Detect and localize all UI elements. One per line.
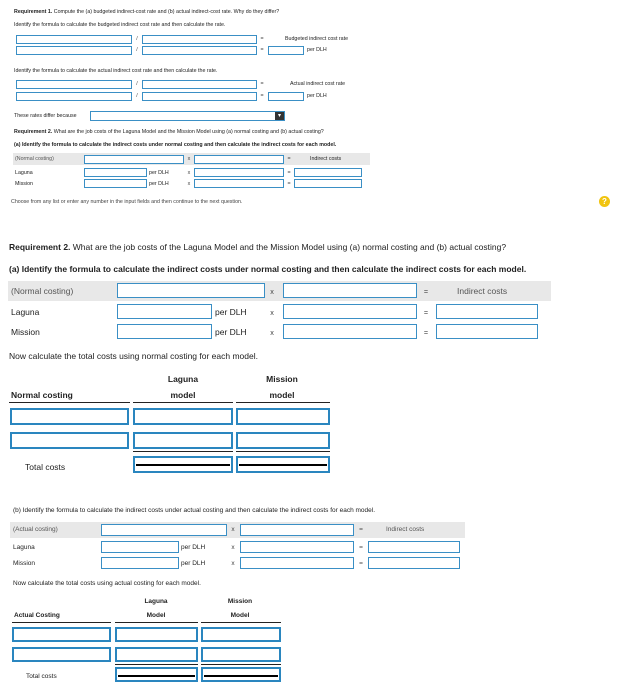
- partb-laguna-label: Laguna: [13, 544, 35, 551]
- per-dlh-label: per DLH: [149, 170, 169, 176]
- col-laguna-header: Laguna: [167, 374, 199, 384]
- budgeted-rate-label: Budgeted indirect cost rate: [285, 36, 349, 42]
- mini-laguna-rate-input[interactable]: [84, 168, 147, 177]
- equals-sign: =: [260, 81, 264, 87]
- normal-costing-label: (Normal costing): [11, 286, 74, 296]
- times-sign: x: [231, 560, 235, 567]
- partb-laguna-rate-input[interactable]: [101, 541, 179, 553]
- normal-cost-row1-label-input[interactable]: [10, 408, 129, 425]
- equals-sign: =: [423, 308, 429, 317]
- budgeted-numerator-label-input[interactable]: [16, 35, 132, 44]
- times-sign: x: [187, 170, 191, 176]
- mini-mission-label: Mission: [15, 181, 33, 187]
- req1-title: [14, 9, 279, 15]
- double-underline: [118, 675, 195, 677]
- equals-sign: =: [423, 287, 429, 296]
- subtotal-line: [236, 451, 330, 452]
- normal-costing-header: Normal costing: [11, 390, 73, 400]
- actual-cost-row1-laguna-input[interactable]: [115, 627, 198, 642]
- partb-col-laguna-model: Model: [146, 612, 166, 619]
- normal-total-instruction: Now calculate the total costs using normal costing for each model.: [9, 351, 258, 361]
- divide-sign: /: [136, 81, 138, 87]
- laguna-indirect-input[interactable]: [436, 304, 538, 319]
- mini-req2-title-bold: Requirement 2.: [14, 129, 53, 135]
- per-dlh-label: per DLH: [215, 307, 247, 317]
- mission-rate-input[interactable]: [117, 324, 212, 339]
- times-sign: x: [270, 308, 274, 317]
- per-dlh-label: per DLH: [307, 47, 327, 53]
- mini-mission-rate-input[interactable]: [84, 179, 147, 188]
- partb-col-mission-model: Model: [230, 612, 250, 619]
- actual-cost-row1-label-input[interactable]: [12, 627, 111, 642]
- equals-sign: =: [287, 181, 291, 187]
- double-underline: [136, 464, 230, 466]
- partb-instruction: (b) Identify the formula to calculate the indirect costs under actual costing and then calculate the indirect costs for each model.: [13, 507, 376, 514]
- actual-rate-label: Actual indirect cost rate: [290, 81, 346, 87]
- per-dlh-label: per DLH: [215, 327, 247, 337]
- req1-title-rest: Compute the (a) budgeted indirect-cost rate and (b) actual indirect-cost rate. Why do they differ?: [53, 9, 280, 15]
- budgeted-denominator-input[interactable]: [142, 46, 257, 55]
- normal-cost-row2-mission-input[interactable]: [236, 432, 330, 449]
- mini-normal-formula-left-input[interactable]: [84, 155, 184, 164]
- mini-req2-title: [14, 129, 324, 135]
- equals-sign: =: [260, 93, 264, 99]
- mission-hours-input[interactable]: [283, 324, 417, 339]
- equals-sign: =: [359, 544, 363, 551]
- budgeted-denominator-label-input[interactable]: [142, 35, 257, 44]
- mission-label: Mission: [11, 327, 40, 337]
- per-dlh-label: per DLH: [307, 93, 327, 99]
- partb-mission-rate-input[interactable]: [101, 557, 179, 569]
- per-dlh-label: per DLH: [181, 544, 206, 551]
- subtotal-line: [201, 664, 281, 665]
- normal-cost-row1-laguna-input[interactable]: [133, 408, 233, 425]
- header-underline: [115, 622, 198, 623]
- actual-cost-row2-mission-input[interactable]: [201, 647, 281, 662]
- per-dlh-label: per DLH: [149, 181, 169, 187]
- normal-cost-row2-laguna-input[interactable]: [133, 432, 233, 449]
- per-dlh-label: per DLH: [181, 560, 206, 567]
- choose-note: Choose from any list or enter any number in the input fields and then continue to the next question.: [11, 199, 243, 205]
- partb-mission-label: Mission: [13, 560, 36, 567]
- mini-laguna-indirect-input[interactable]: [294, 168, 362, 177]
- indirect-costs-label: Indirect costs: [457, 286, 508, 296]
- mini-normal-formula-right-input[interactable]: [194, 155, 284, 164]
- equals-sign: =: [423, 328, 429, 337]
- divide-sign: /: [136, 36, 138, 42]
- divide-sign: /: [136, 47, 138, 53]
- partb-laguna-indirect-input[interactable]: [368, 541, 460, 553]
- help-icon[interactable]: ?: [599, 196, 610, 207]
- header-underline: [201, 622, 281, 623]
- times-sign: x: [187, 181, 191, 187]
- times-sign: x: [187, 156, 191, 162]
- partb-col-mission-header: Mission: [227, 598, 253, 605]
- req1-title-bold: Requirement 1.: [14, 9, 53, 15]
- partb-col-laguna-header: Laguna: [144, 598, 168, 605]
- header-underline: [236, 402, 330, 403]
- req2-title-rest: What are the job costs of the Laguna Model and the Mission Model using (a) normal costing and (b) actual costing?: [72, 242, 507, 252]
- partb-mission-hours-input[interactable]: [240, 557, 354, 569]
- req2-title-bold: Requirement 2.: [9, 242, 71, 252]
- actual-denominator-label-input[interactable]: [142, 80, 257, 89]
- mission-indirect-input[interactable]: [436, 324, 538, 339]
- partb-mission-indirect-input[interactable]: [368, 557, 460, 569]
- subtotal-line: [133, 451, 233, 452]
- mini-mission-indirect-input[interactable]: [294, 179, 362, 188]
- col-mission-model: model: [269, 390, 295, 400]
- col-laguna-model: model: [170, 390, 196, 400]
- normal-cost-row1-mission-input[interactable]: [236, 408, 330, 425]
- partb-laguna-hours-input[interactable]: [240, 541, 354, 553]
- times-sign: x: [270, 287, 274, 296]
- laguna-label: Laguna: [11, 307, 40, 317]
- divide-sign: /: [136, 93, 138, 99]
- rates-differ-label: These rates differ because: [14, 113, 77, 119]
- req2-part-a: (a) Identify the formula to calculate the indirect costs under normal costing and then calculate the indirect costs for each model.: [9, 264, 527, 274]
- double-underline: [204, 675, 278, 677]
- times-sign: x: [231, 526, 235, 533]
- chevron-down-icon[interactable]: ▾: [275, 112, 284, 120]
- equals-sign: =: [359, 526, 363, 533]
- laguna-hours-input[interactable]: [283, 304, 417, 319]
- actual-costing-header: Actual Costing: [14, 612, 60, 619]
- actual-formula-left-input[interactable]: [101, 524, 227, 536]
- budgeted-instruction: Identify the formula to calculate the budgeted indirect cost rate and then calculate the rate.: [14, 22, 226, 28]
- header-underline: [12, 622, 111, 623]
- double-underline: [239, 464, 327, 466]
- subtotal-line: [115, 664, 198, 665]
- normal-formula-left-input[interactable]: [117, 283, 265, 298]
- header-underline: [133, 402, 233, 403]
- req2-title: [9, 242, 506, 252]
- equals-sign: =: [287, 156, 291, 162]
- actual-cost-row1-mission-input[interactable]: [201, 627, 281, 642]
- mini-normal-costing-label: (Normal costing): [15, 156, 54, 162]
- times-sign: x: [270, 328, 274, 337]
- equals-sign: =: [260, 36, 264, 42]
- actual-cost-row2-laguna-input[interactable]: [115, 647, 198, 662]
- actual-costing-label: (Actual costing): [13, 526, 58, 533]
- mini-laguna-hours-input[interactable]: [194, 168, 284, 177]
- equals-sign: =: [359, 560, 363, 567]
- partb-total-instruction: Now calculate the total costs using actual costing for each model.: [13, 580, 201, 587]
- laguna-rate-input[interactable]: [117, 304, 212, 319]
- rates-differ-dropdown[interactable]: [90, 111, 285, 121]
- actual-numerator-input[interactable]: [16, 92, 132, 101]
- actual-denominator-input[interactable]: [142, 92, 257, 101]
- col-mission-header: Mission: [266, 374, 298, 384]
- normal-total-costs-label: Total costs: [25, 462, 66, 472]
- actual-rate-input[interactable]: [268, 92, 304, 101]
- budgeted-rate-input[interactable]: [268, 46, 304, 55]
- mini-req2-title-rest: What are the job costs of the Laguna Model and the Mission Model using (a) normal costing and (b) actual costing?: [53, 129, 324, 135]
- mini-req2-part-a: (a) Identify the formula to calculate the indirect costs under normal costing and then calculate the indirect costs for each model.: [14, 142, 337, 148]
- mini-mission-hours-input[interactable]: [194, 179, 284, 188]
- equals-sign: =: [260, 47, 264, 53]
- mini-indirect-costs-label: Indirect costs: [310, 156, 342, 162]
- equals-sign: =: [287, 170, 291, 176]
- mini-laguna-label: Laguna: [15, 170, 33, 176]
- normal-formula-right-input[interactable]: [283, 283, 417, 298]
- actual-total-costs-label: Total costs: [26, 673, 57, 680]
- times-sign: x: [231, 544, 235, 551]
- normal-cost-row2-label-input[interactable]: [10, 432, 129, 449]
- partb-indirect-costs-label: Indirect costs: [386, 526, 425, 533]
- budgeted-numerator-input[interactable]: [16, 46, 132, 55]
- header-underline: [9, 402, 130, 403]
- actual-formula-right-input[interactable]: [240, 524, 354, 536]
- actual-cost-row2-label-input[interactable]: [12, 647, 111, 662]
- actual-instruction: Identify the formula to calculate the actual indirect cost rate and then calculate the rate.: [14, 68, 218, 74]
- actual-numerator-label-input[interactable]: [16, 80, 132, 89]
